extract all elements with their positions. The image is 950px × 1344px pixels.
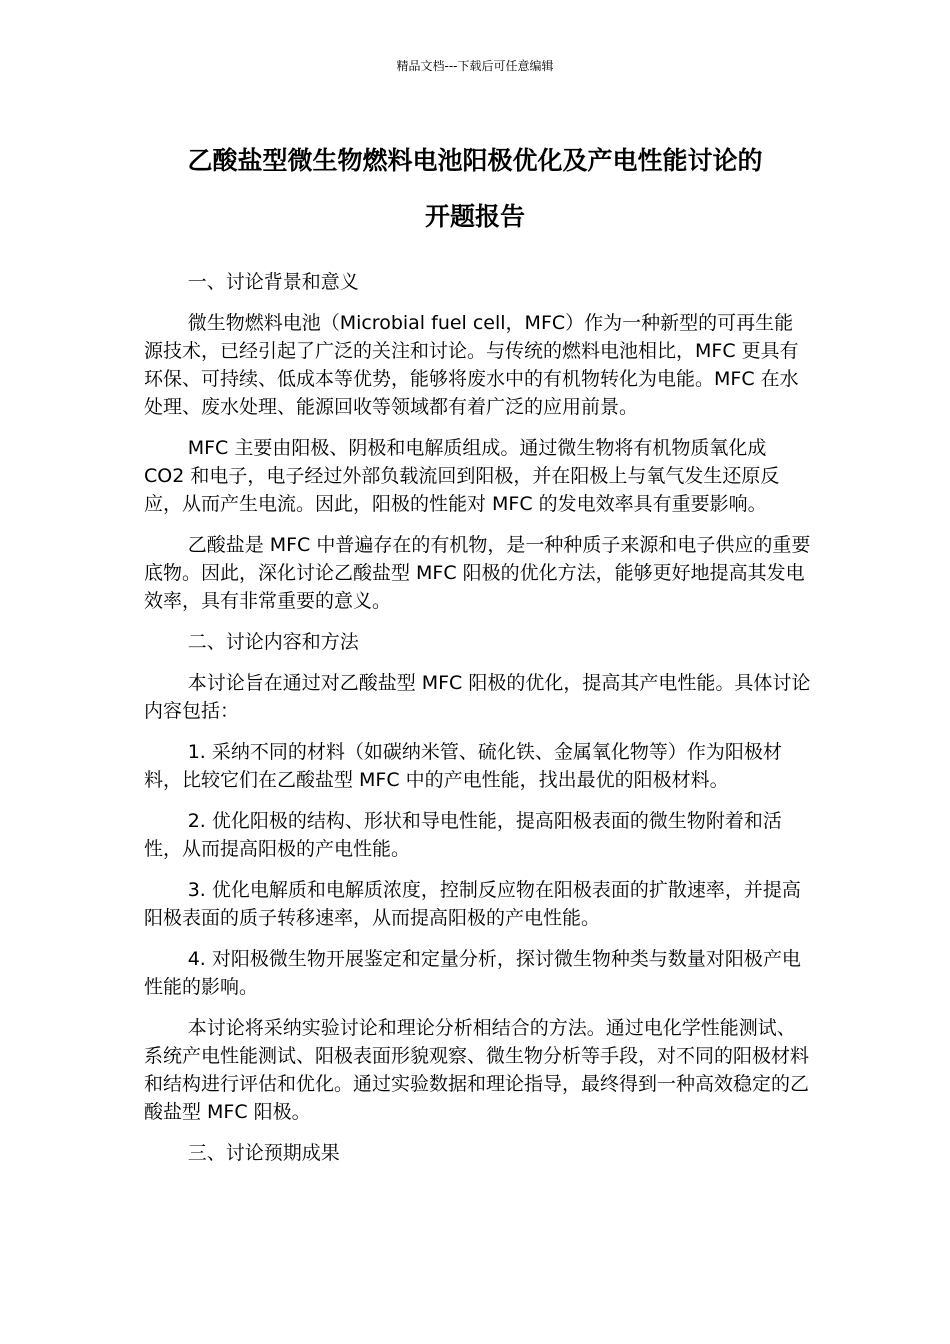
list-item-microbial-analysis: 4. 对阳极微生物开展鉴定和定量分析，探讨微生物种类与数量对阳极产电性能的影响。 bbox=[144, 948, 801, 998]
paragraph-mfc-structure: MFC 主要由阳极、阴极和电解质组成。通过微生物将有机物质氧化成 CO2 和电子，电子经过外部负载流回到阳极，并在阳极上与氧气发生还原反应，从而产生电流。因此，阳极的性能对 MFC 的发电效率具有重要影响。 bbox=[144, 437, 780, 515]
section-heading-content-methods: 二、讨论内容和方法 bbox=[187, 631, 359, 653]
section-heading-background: 一、讨论背景和意义 bbox=[187, 271, 359, 293]
title-line-2: 开题报告 bbox=[424, 202, 525, 231]
page-header-note: 精品文档---下载后可任意编辑 bbox=[396, 59, 554, 73]
document-body bbox=[144, 268, 812, 1180]
list-item-electrolyte: 3. 优化电解质和电解质浓度，控制反应物在阳极表面的扩散速率，并提高阳极表面的质子转移速率，从而提高阳极的产电性能。 bbox=[144, 879, 801, 929]
section-heading-expected-results: 三、讨论预期成果 bbox=[187, 1142, 340, 1164]
paragraph-mfc-intro: 微生物燃料电池（Microbial fuel cell，MFC）作为一种新型的可再生能源技术，已经引起了广泛的关注和讨论。与传统的燃料电池相比，MFC 更具有环保、可持续、低成本等优势，能够将废水中的有机物转化为电能。MFC 在水处理、废水处理、能源回收等领域都有着广泛的应用前景。 bbox=[144, 312, 799, 418]
paragraph-research-aim: 本讨论旨在通过对乙酸盐型 MFC 阳极的优化，提高其产电性能。具体讨论内容包括： bbox=[144, 672, 811, 722]
list-item-anode-materials: 1. 采纳不同的材料（如碳纳米管、硫化铁、金属氧化物等）作为阳极材料，比较它们在乙酸盐型 MFC 中的产电性能，找出最优的阳极材料。 bbox=[144, 741, 782, 791]
list-item-anode-structure: 2. 优化阳极的结构、形状和导电性能，提高阳极表面的微生物附着和活性，从而提高阳极的产电性能。 bbox=[144, 810, 782, 860]
document-title bbox=[120, 133, 830, 245]
paragraph-methods: 本讨论将采纳实验讨论和理论分析相结合的方法。通过电化学性能测试、系统产电性能测试、阳极表面形貌观察、微生物分析等手段，对不同的阳极材料和结构进行评估和优化。通过实验数据和理论指导，最终得到一种高效稳定的乙酸盐型 MFC 阳极。 bbox=[144, 1017, 810, 1123]
paragraph-acetate-significance: 乙酸盐是 MFC 中普遍存在的有机物，是一种种质子来源和电子供应的重要底物。因此，深化讨论乙酸盐型 MFC 阳极的优化方法，能够更好地提高其发电效率，具有非常重要的意义。 bbox=[144, 534, 811, 612]
title-line-1: 乙酸盐型微生物燃料电池阳极优化及产电性能讨论的 bbox=[187, 146, 763, 175]
